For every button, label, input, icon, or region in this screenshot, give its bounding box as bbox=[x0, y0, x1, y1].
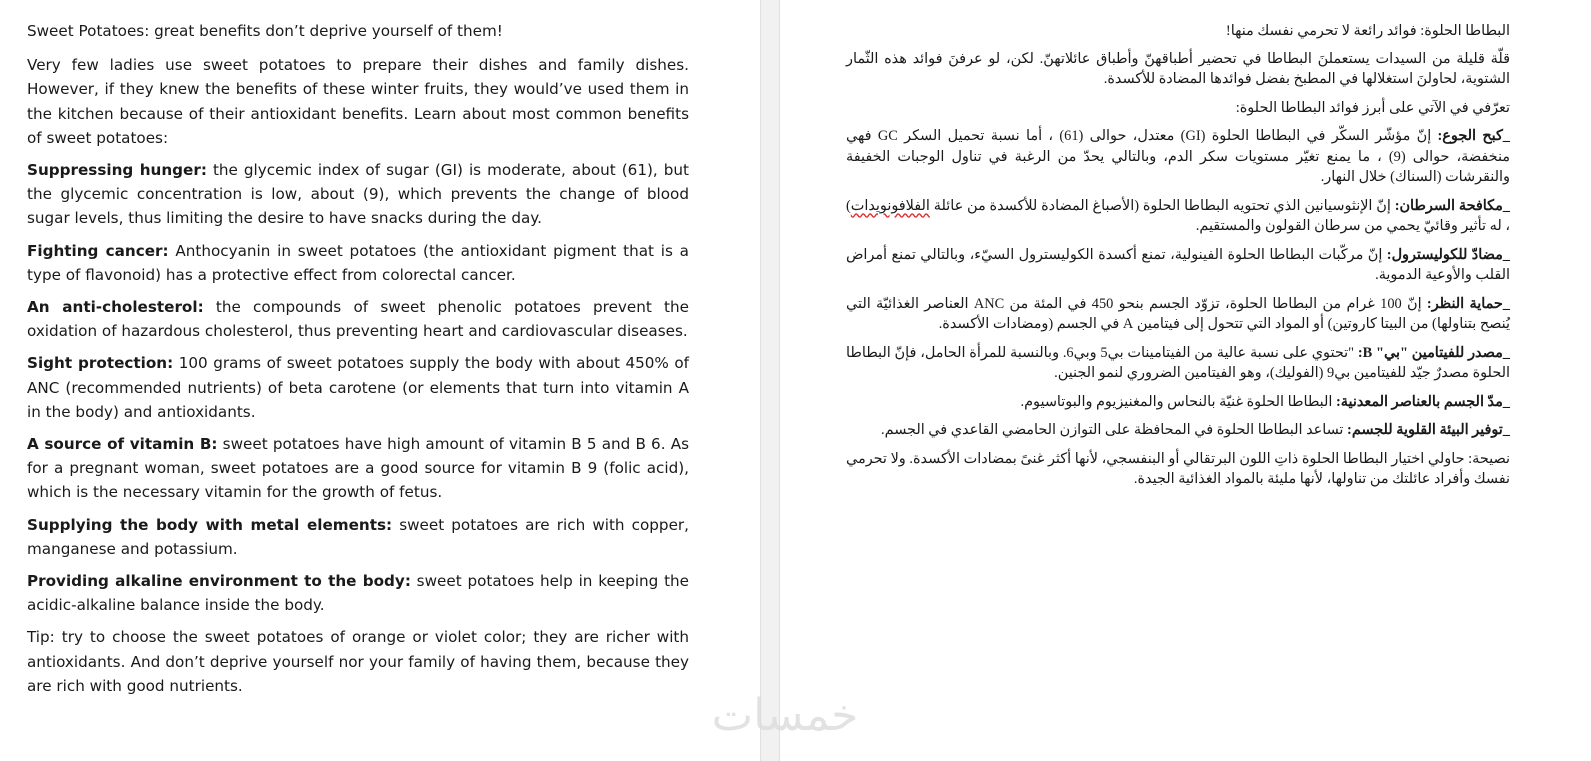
item-heading: Sight protection: bbox=[27, 354, 174, 373]
arabic-item bbox=[846, 245, 1510, 286]
arabic-item bbox=[846, 392, 1510, 413]
arabic-column bbox=[846, 21, 1510, 498]
item-text: sweet potatoes have high amount of vitamin B 5 and B 6. As for a pregnant woman, sweet potatoes are a good source for vitamin B 9 (folic acid), which is the necessary vitamin for the growth of fetus. bbox=[27, 435, 689, 502]
item-text: sweet potatoes help in keeping the acidic-alkaline balance inside the body. bbox=[27, 572, 689, 615]
english-tip: Tip: try to choose the sweet potatoes of orange or violet color; they are richer with antioxidants. And don’t deprive yourself nor your family of having them, because they are rich with good nutrients. bbox=[27, 628, 689, 695]
english-item bbox=[27, 158, 689, 231]
english-item bbox=[27, 513, 689, 561]
item-text-tail: ) ، له تأثير وقائيّ يحمي من سرطان القولون والمستقيم. bbox=[846, 197, 1510, 234]
english-item bbox=[27, 351, 689, 424]
item-text: the glycemic index of sugar (GI) is moderate, about (61), but the glycemic concentration is low, about (9), which prevents the change of blood sugar levels, thus limiting the desire to have snacks during the day. bbox=[27, 161, 689, 228]
item-heading: _مصدر للفيتامين "بي" B: bbox=[1357, 344, 1510, 361]
arabic-item bbox=[846, 343, 1510, 384]
english-item bbox=[27, 239, 689, 287]
item-heading: An anti-cholesterol: bbox=[27, 298, 204, 317]
arabic-item bbox=[846, 126, 1510, 188]
item-heading: _مدّ الجسم بالعناصر المعدنية: bbox=[1336, 393, 1510, 410]
arabic-title: البطاطا الحلوة: فوائد رائعة لا تحرمي نفسك منها! bbox=[1225, 23, 1510, 39]
page-divider bbox=[760, 0, 780, 761]
item-text: 100 grams of sweet potatoes supply the body with about 450% of ANC (recommended nutrients) of beta carotene (or elements that turn into vitamin A in the body) and antioxidants. bbox=[27, 354, 689, 421]
item-text: إنّ 100 غرام من البطاطا الحلوة، تزوّد الجسم بنحو 450 في المئة من ANC العناصر الغذائيّة التي يُنصح بتناولها) من البيتا كاروتين) أو المواد التي تتحول إلى فيتامين A في الجسم (ومضادات الأكسدة. bbox=[846, 295, 1510, 332]
item-heading: _مكافحة السرطان: bbox=[1394, 197, 1511, 214]
arabic-item bbox=[846, 294, 1510, 335]
item-heading: Suppressing hunger: bbox=[27, 161, 207, 180]
english-item bbox=[27, 569, 689, 617]
item-heading: A source of vitamin B: bbox=[27, 435, 218, 454]
item-heading: _كبح الجوع: bbox=[1437, 128, 1510, 144]
english-item bbox=[27, 432, 689, 505]
english-item bbox=[27, 295, 689, 343]
item-text: إنّ الإنثوسيانين الذي تحتويه البطاطا الحلوة (الأصباغ المضادة للأكسدة من عائلة bbox=[929, 197, 1395, 214]
item-text: Anthocyanin in sweet potatoes (the antioxidant pigment that is a type of flavonoid) has a protective effect from colorectal cancer. bbox=[27, 241, 689, 284]
item-heading: _توفير البيئة القلوية للجسم: bbox=[1347, 422, 1510, 438]
item-heading: _حماية النظر: bbox=[1426, 295, 1510, 312]
item-heading: Fighting cancer: bbox=[27, 241, 169, 260]
english-column bbox=[27, 19, 689, 706]
item-heading: Providing alkaline environment to the body: bbox=[27, 572, 411, 591]
item-text: إنّ مركّبات البطاطا الحلوة الفينولية، تمنع أكسدة الكوليسترول السيّء، وبالتالي تمنع أمراض القلب والأوعية الدموية. bbox=[846, 246, 1510, 283]
arabic-item bbox=[846, 420, 1510, 441]
item-text: "تحتوي على نسبة عالية من الفيتامينات بي5 وبي6. وبالنسبة للمرأة الحامل، فإنّ البطاطا الحلوة مصدرٌ جيّد للفيتامين بي9 (الفوليك)، وهو الفيتامين الضروري لنمو الجنين. bbox=[846, 344, 1510, 381]
arabic-tip: نصيحة: حاولي اختيار البطاطا الحلوة ذاتِ اللون البرتقالي أو البنفسجي، لأنها أكثر غنىً بمضادات الأكسدة. ولا تحرمي نفسك وأفراد عائلتك من تناولها، لأنها مليئة بالمواد الغذائية الجيدة. bbox=[846, 450, 1510, 487]
item-text: إنّ مؤشّر السكّر في البطاطا الحلوة (GI) معتدل، حوالى (61) ، أما نسبة تحميل السكر GC فهي منخفضة، حوالى (9) ، ما يمنع تغيّر مستويات سكر الدم، وبالتالي يحدّ من الرغبة في تناول الوجبات الخفيفة والنقرشات (السناك) خلال النهار. bbox=[846, 128, 1510, 185]
english-intro: Very few ladies use sweet potatoes to prepare their dishes and family dishes. However, if they knew the benefits of these winter fruits, they would’ve used them in the kitchen because of their antioxidant benefits. Learn about most common benefits of sweet potatoes: bbox=[27, 56, 689, 147]
english-title: Sweet Potatoes: great benefits don’t deprive yourself of them! bbox=[27, 22, 503, 40]
item-heading: _مضادّ للكوليسترول: bbox=[1386, 246, 1510, 263]
arabic-lead: تعرّفي في الآتي على أبرز فوائد البطاطا الحلوة: bbox=[1235, 99, 1510, 116]
spellcheck-flagged-word: الفلافونويدات bbox=[850, 197, 930, 214]
item-text: sweet potatoes are rich with copper, manganese and potassium. bbox=[27, 515, 689, 558]
item-heading: Supplying the body with metal elements: bbox=[27, 515, 393, 534]
item-text: the compounds of sweet phenolic potatoes prevent the oxidation of hazardous cholesterol, thus preventing heart and cardiovascular diseases. bbox=[27, 298, 689, 341]
arabic-intro: قلّة قليلة من السيدات يستعملنَ البطاطا في تحضير أطباقهنّ وأطباق عائلاتهنّ. لكن، لو عرفنَ فوائد هذه الثّمار الشتوية، لحاولنَ استغلالها في المطبخ بفضل فوائدها المضادة للأكسدة. bbox=[846, 50, 1510, 87]
arabic-item bbox=[846, 196, 1510, 237]
item-text: تساعد البطاطا الحلوة في المحافظة على التوازن الحامضي القاعدي في الجسم. bbox=[881, 422, 1348, 438]
watermark-logo: خمسات bbox=[711, 690, 859, 741]
item-text: البطاطا الحلوة غنيّة بالنحاس والمغنيزيوم والبوتاسيوم. bbox=[1020, 393, 1336, 410]
